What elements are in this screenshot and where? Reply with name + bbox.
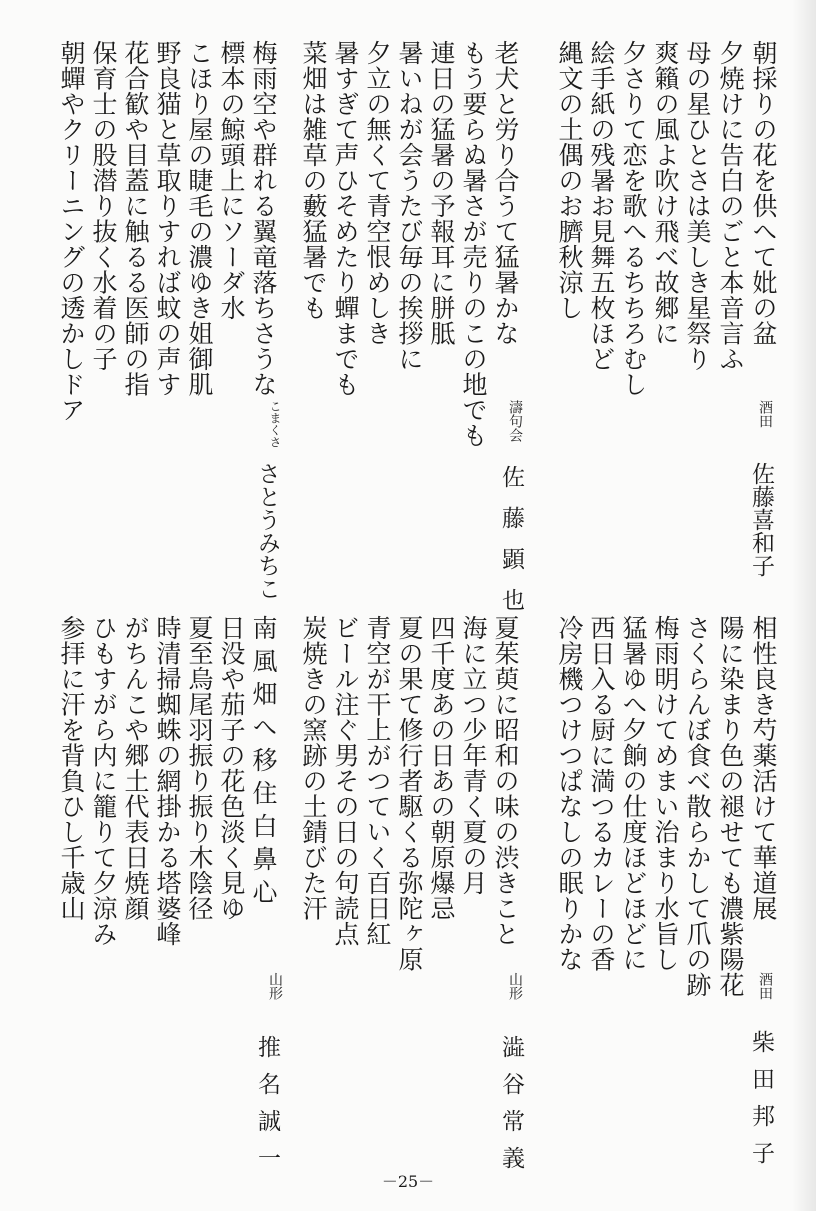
verse-line: 炭焼きの窯跡の土錆びた汗 <box>299 615 328 921</box>
verse-line: 四千度あの日あの朝原爆忌 <box>427 615 456 921</box>
author-name: 佐藤喜和子 <box>748 462 774 577</box>
verse-line: 菜畑は雑草の藪猛暑でも <box>299 40 328 321</box>
verse-line: こほり屋の睫毛の濃ゆき姐御肌 <box>185 40 214 397</box>
verse-line: 連日の猛暑の予報耳に胼胝 <box>427 40 456 346</box>
verse-line: 海に立つ少年青く夏の月 <box>459 615 488 896</box>
verse-line: もう要らぬ暑さが売りのこの地でも <box>459 40 488 448</box>
verse-line: 相性良き芍薬活けて華道展 <box>749 615 778 921</box>
verse-line: 絵手紙の残暑お見舞五枚ほど <box>587 40 616 372</box>
verse-line: 猛暑ゆへ夕餉の仕度ほどほどに <box>619 615 648 972</box>
verse-line: ビール注ぐ男その日の句読点 <box>331 615 360 947</box>
author-location: 濤句会 <box>507 400 523 442</box>
verse-line: 梅雨空や群れる翼竜落ちさうな <box>249 40 278 397</box>
verse-line: 爽籟の風よ吹け飛べ故郷に <box>651 40 680 346</box>
verse-line: 暑すぎて声ひそめたり蟬までも <box>331 40 360 397</box>
verse-line: 暑いねが会うたび毎の挨拶に <box>395 40 424 372</box>
verse-line: 夏至烏尾羽振り振り木陰径 <box>185 615 214 921</box>
verse-line: 標本の鯨頭上にソーダ水 <box>217 40 246 321</box>
verse-line: 野良猫と草取りすれば蚊の声す <box>153 40 182 397</box>
verse-line: 日没や茄子の花色淡く見ゆ <box>217 615 246 921</box>
verse-line: がちんこや郷土代表日焼顔 <box>121 615 150 921</box>
author-location: 山形 <box>267 972 283 1000</box>
author-location: 山形 <box>507 972 523 1000</box>
verse-line: 朝採りの花を供へて妣の盆 <box>749 40 778 346</box>
verse-line: 梅雨明けてめまい治まり水旨し <box>651 615 680 972</box>
verse-line: 縄文の土偶のお臍秋涼し <box>555 40 584 321</box>
verse-line: 花合歓や目蓋に触るる医師の指 <box>121 40 150 397</box>
verse-line: 母の星ひとさは美しき星祭り <box>683 40 712 372</box>
page-number: －25－ <box>381 1172 435 1191</box>
verse-line: 夕さりて恋を歌へるちちろむし <box>619 40 648 397</box>
author-location: こまくさ <box>268 400 282 448</box>
verse-line: 朝蟬やクリーニングの透かしドア <box>57 40 86 423</box>
verse-line: 青空が干上がつていく百日紅 <box>363 615 392 947</box>
verse-line: 南風畑へ移住白鼻心 <box>249 615 278 912</box>
verse-line: 夕焼けに告白のごと本音言ふ <box>716 40 745 372</box>
page-edge-shadow <box>792 0 816 1211</box>
verse-line: 夕立の無くて青空恨めしき <box>363 40 392 346</box>
verse-line: 夏茱萸に昭和の味の渋きこと <box>491 615 520 947</box>
verse-line: 老犬と労り合うて猛暑かな <box>491 40 520 346</box>
verse-line: さくらんぼ食べ散らかして爪の跡 <box>683 615 712 998</box>
author-name: さとうみちこ <box>254 462 280 600</box>
author-name: 佐藤顕也 <box>498 465 524 629</box>
author-location: 酒田 <box>757 972 773 1000</box>
verse-line: 冷房機つけつぱなしの眠りかな <box>555 615 584 972</box>
author-name: 推名誠一 <box>254 1035 280 1183</box>
author-name: 澁谷常義 <box>498 1035 524 1183</box>
author-location: 酒田 <box>757 400 773 428</box>
verse-line: 陽に染まり色の褪せても濃紫陽花 <box>716 615 745 998</box>
verse-line: 参拝に汗を背負ひし千歳山 <box>57 615 86 921</box>
verse-line: 西日入る厨に満つるカレーの香 <box>587 615 616 972</box>
author-name: 柴田邦子 <box>748 1030 774 1178</box>
verse-line: 保育士の股潜り抜く水着の子 <box>89 40 118 372</box>
verse-line: ひもすがら内に籠りて夕涼み <box>89 615 118 947</box>
verse-line: 夏の果て修行者駆くる弥陀ヶ原 <box>395 615 424 972</box>
verse-line: 時清掃蜘蛛の網掛かる塔婆峰 <box>153 615 182 947</box>
